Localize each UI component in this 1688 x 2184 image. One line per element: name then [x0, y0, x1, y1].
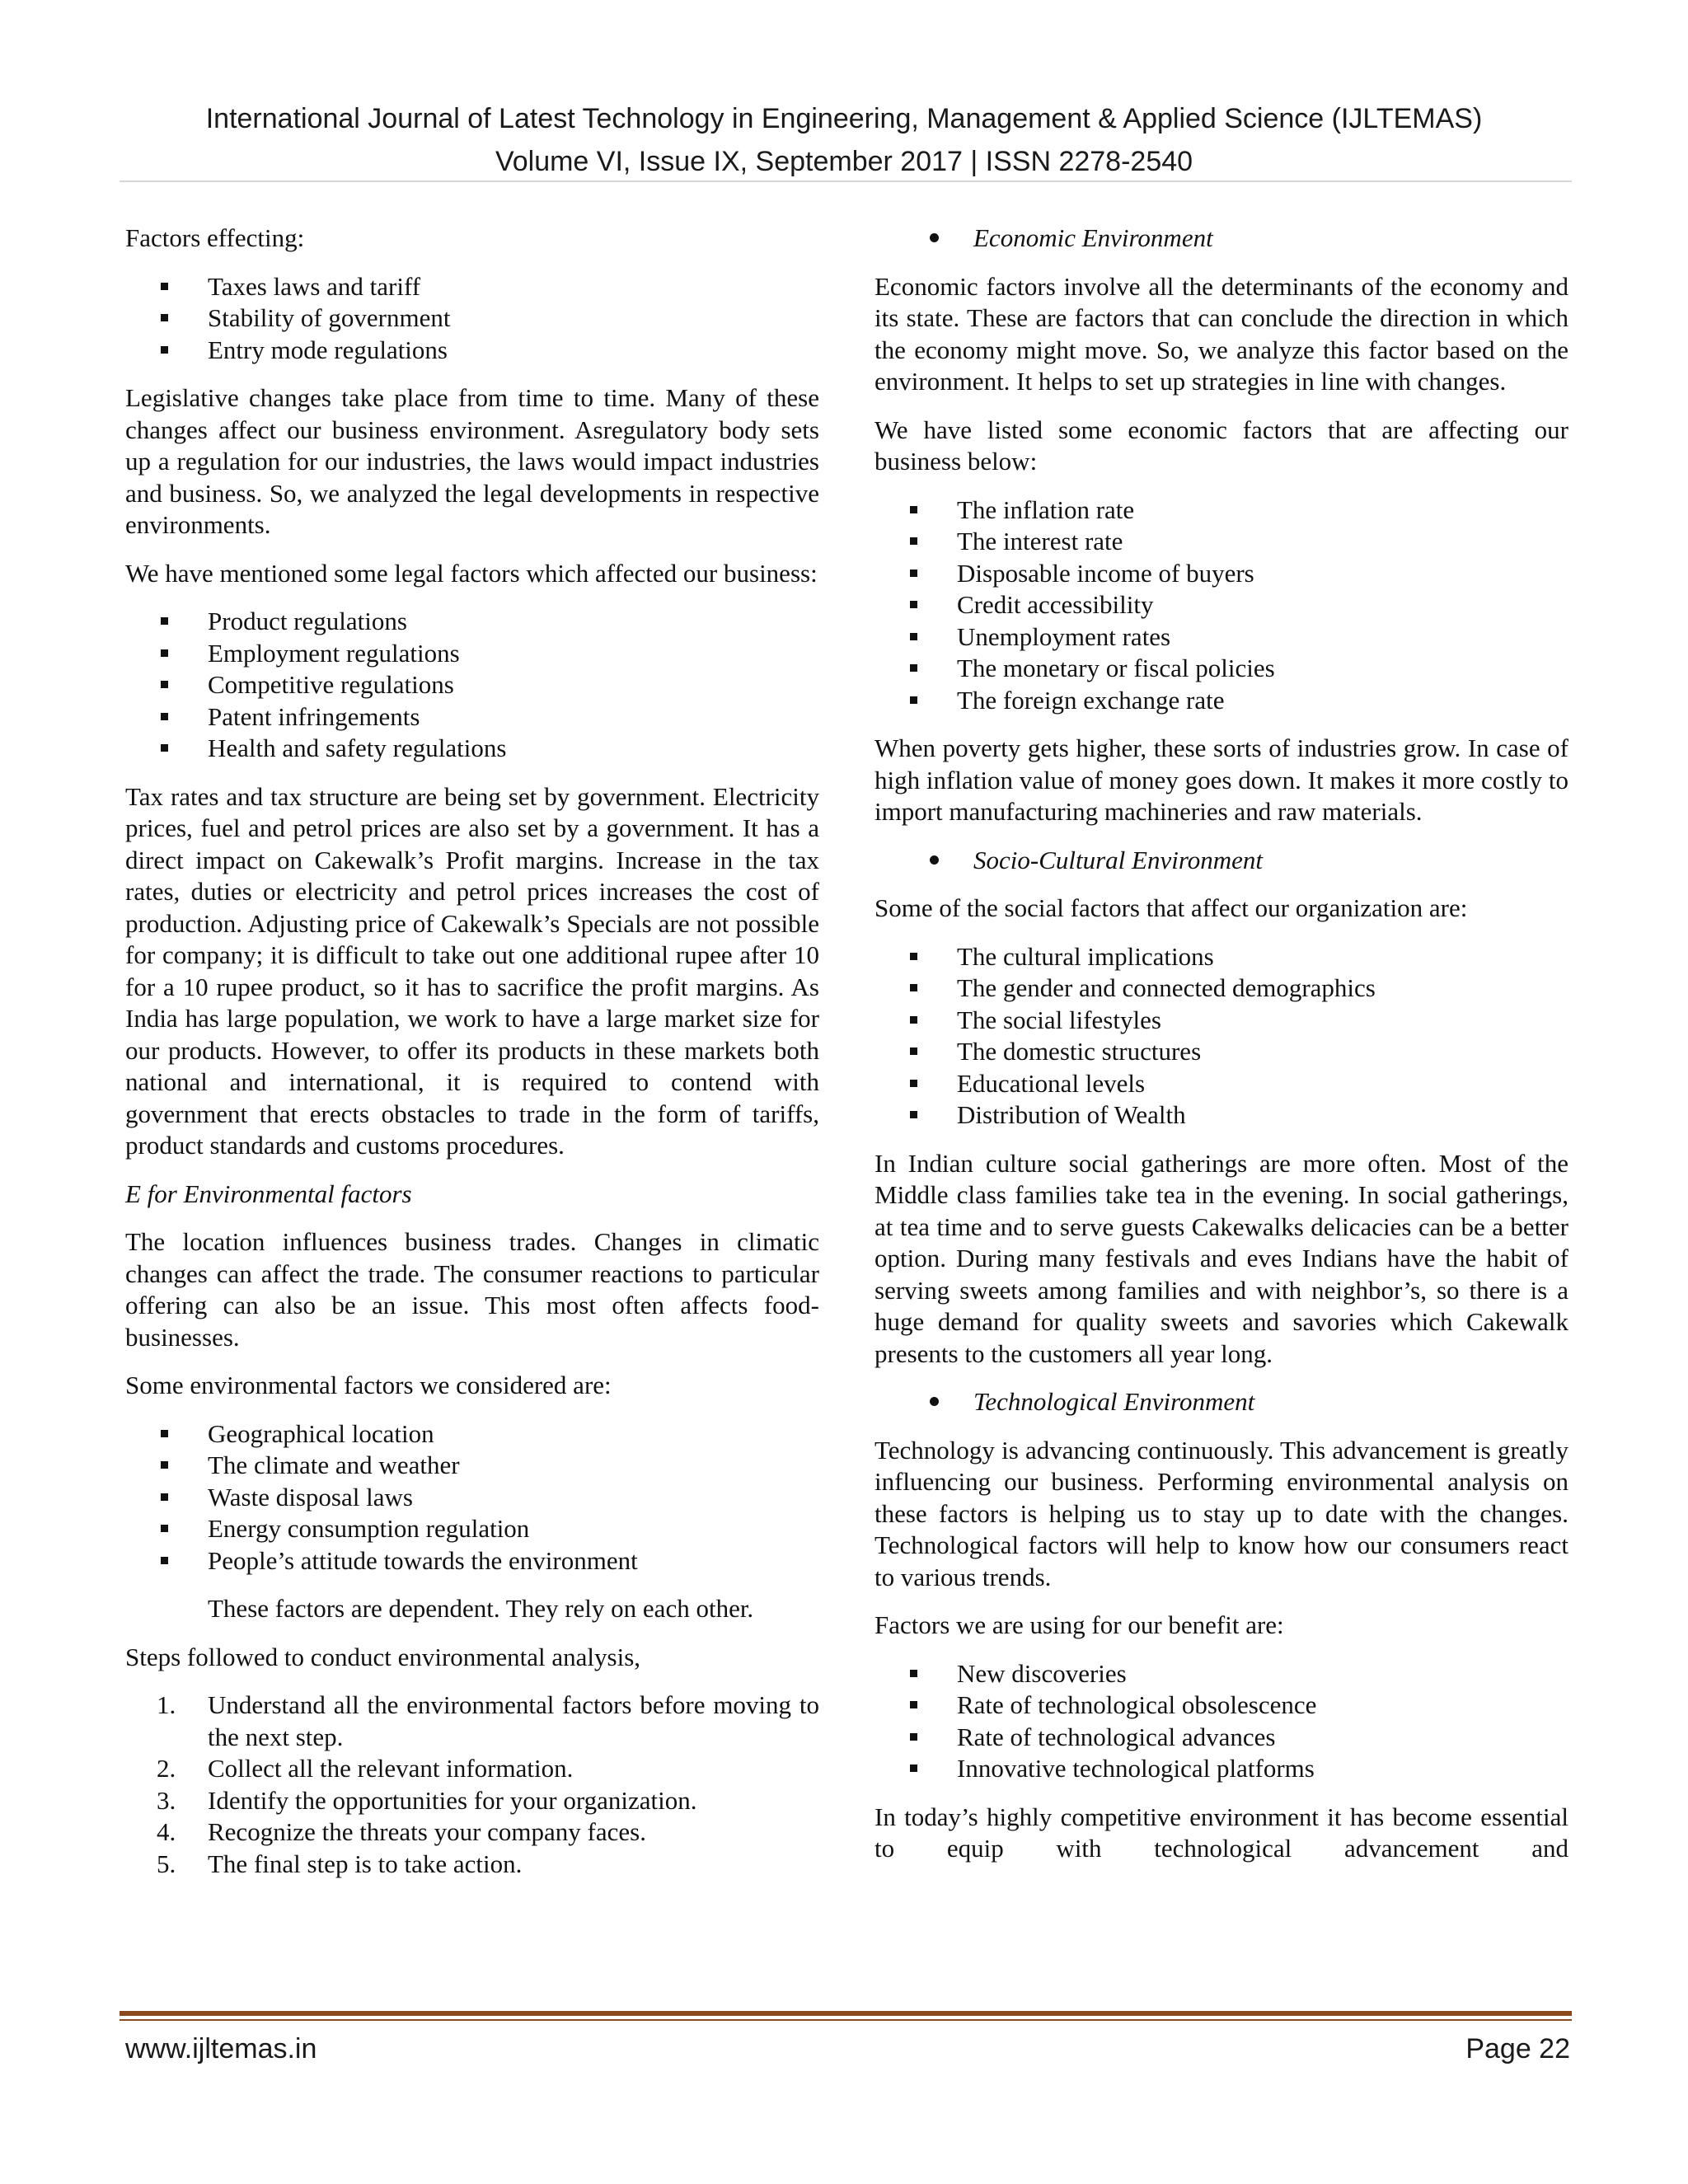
footer-website: www.ijltemas.in: [125, 2033, 317, 2064]
legal-factors-list: [125, 606, 819, 765]
right-column: [874, 223, 1568, 1882]
step-number: 5.: [157, 1849, 176, 1878]
step-number: 3.: [157, 1785, 176, 1815]
steps-list: [125, 1690, 819, 1880]
list-item: [125, 1785, 819, 1817]
list-item: Rate of technological obsolescence: [874, 1690, 1568, 1722]
dependent-note: These factors are dependent. They rely on each other.: [208, 1594, 754, 1623]
step-text: Recognize the threats your company faces.: [208, 1817, 646, 1846]
header-divider: [120, 180, 1572, 182]
list-item: Entry mode regulations: [125, 335, 819, 367]
technology-intro: Factors we are using for our benefit are:: [874, 1610, 1284, 1639]
culture-paragraph: In Indian culture social gatherings are more often. Most of the Middle class families take tea in the evening. In social gatherings, at tea time and to serve guests Cakewalks delicacies can be a better option. During many festivals and eves Indians have the habit of serving sweets among families and with neighbor’s, so there is a huge demand for quality sweets and savories which Cakewalk presents to the customers all year long.: [874, 1148, 1568, 1368]
socio-cultural-heading: Socio-Cultural Environment: [874, 845, 1568, 877]
list-item: Credit accessibility: [874, 589, 1568, 621]
economic-heading: Economic Environment: [874, 223, 1568, 255]
list-item: Health and safety regulations: [125, 733, 819, 765]
technology-paragraph: Technology is advancing continuously. This advancement is greatly influencing our business. Performing environmental analysis on these factors is helping us to stay up to date with the changes. Technological factors will help to know how our consumers react to various trends.: [874, 1435, 1568, 1591]
list-item: The inflation rate: [874, 494, 1568, 527]
list-item: [125, 1753, 819, 1785]
footer-divider-thick: [120, 2011, 1572, 2016]
list-item: Geographical location: [125, 1418, 819, 1451]
list-item: Distribution of Wealth: [874, 1099, 1568, 1132]
list-item: The domestic structures: [874, 1036, 1568, 1068]
technology-factors-list: [874, 1658, 1568, 1785]
list-item: Innovative technological platforms: [874, 1753, 1568, 1785]
factors-intro: Factors effecting:: [125, 223, 305, 252]
list-item: New discoveries: [874, 1658, 1568, 1690]
economic-intro: We have listed some economic factors that are affecting our business below:: [874, 415, 1568, 476]
legislative-paragraph: Legislative changes take place from time to time. Many of these changes affect our business environment. Asregulatory body sets up a regulation for our industries, the laws would impact industries and business. So, we analyzed the legal developments in respective environments.: [125, 383, 819, 539]
list-item: [125, 1816, 819, 1849]
journal-title: International Journal of Latest Technology in Engineering, Management & Applied Science (IJLTEMAS): [205, 103, 1483, 134]
poverty-paragraph: When poverty gets higher, these sorts of industries grow. In case of high inflation value of money goes down. It makes it more costly to import manufacturing machineries and raw materials.: [874, 733, 1568, 826]
list-item: The cultural implications: [874, 941, 1568, 973]
list-item: Product regulations: [125, 606, 819, 638]
footer-divider-thin: [120, 2019, 1572, 2021]
issue-line: Volume VI, Issue IX, September 2017 | ISSN 2278-2540: [495, 146, 1193, 177]
left-column: [125, 223, 819, 1896]
step-text: Identify the opportunities for your organization.: [208, 1785, 697, 1815]
list-item: Energy consumption regulation: [125, 1513, 819, 1545]
list-item: Employment regulations: [125, 638, 819, 670]
list-item: Unemployment rates: [874, 621, 1568, 654]
list-item: Competitive regulations: [125, 669, 819, 701]
list-item: Taxes laws and tariff: [125, 271, 819, 303]
tax-paragraph: Tax rates and tax structure are being set by government. Electricity prices, fuel and petrol prices are also set by a government. It has a direct impact on Cakewalk’s Profit margins. Increase in the tax rates, duties or electricity and petrol prices increases the cost of production. Adjusting price of Cakewalk’s Specials are not possible for company; it is difficult to take out one additional rupee after 10 for a 10 rupee product, so it has to sacrifice the profit margins. As India has large population, we work to have a large market size for our products. However, to offer its products in these markets both national and international, it is required to contend with government that erects obstacles to trade in the form of tariffs, product standards and customs procedures.: [125, 781, 819, 1160]
list-item: The social lifestyles: [874, 1005, 1568, 1037]
steps-intro: Steps followed to conduct environmental analysis,: [125, 1642, 641, 1671]
list-item: Stability of government: [125, 302, 819, 335]
list-item: [125, 1690, 819, 1753]
social-intro: Some of the social factors that affect our organization are:: [874, 893, 1468, 922]
environmental-heading: E for Environmental factors: [125, 1179, 412, 1208]
step-number: 4.: [157, 1817, 176, 1846]
step-text: Collect all the relevant information.: [208, 1754, 574, 1783]
environmental-factors-list: [125, 1418, 819, 1577]
list-item: People’s attitude towards the environment: [125, 1545, 819, 1577]
economic-paragraph: Economic factors involve all the determinants of the economy and its state. These are factors that can conclude the direction in which the economy might move. So, we analyze this factor based on the environment. It helps to set up strategies in line with changes.: [874, 271, 1568, 396]
environmental-intro: Some environmental factors we considered are:: [125, 1371, 612, 1399]
list-item: Patent infringements: [125, 701, 819, 733]
list-item: The foreign exchange rate: [874, 685, 1568, 717]
list-item: Educational levels: [874, 1068, 1568, 1100]
list-item: Waste disposal laws: [125, 1482, 819, 1514]
list-item: [125, 1849, 819, 1881]
journal-header: [0, 97, 1688, 183]
list-item: The gender and connected demographics: [874, 972, 1568, 1005]
step-number: 2.: [157, 1754, 176, 1783]
list-item: The interest rate: [874, 526, 1568, 558]
list-item: The monetary or fiscal policies: [874, 653, 1568, 685]
social-factors-list: [874, 941, 1568, 1132]
footer-page-number: Page 22: [1465, 2033, 1570, 2064]
location-paragraph: The location influences business trades. Changes in climatic changes can affect the trade. The consumer reactions to particular offering can also be an issue. This most often affects food-businesses.: [125, 1227, 819, 1352]
factors-list: [125, 271, 819, 367]
list-item: Disposable income of buyers: [874, 558, 1568, 590]
technological-heading: Technological Environment: [874, 1386, 1568, 1418]
closing-paragraph: In today’s highly competitive environment it has become essential to equip with technological advancement and: [874, 1802, 1568, 1863]
step-text: The final step is to take action.: [208, 1849, 523, 1878]
step-text: Understand all the environmental factors before moving to the next step.: [208, 1690, 819, 1751]
legal-intro: We have mentioned some legal factors which affected our business:: [125, 558, 818, 588]
step-number: 1.: [157, 1690, 176, 1719]
list-item: Rate of technological advances: [874, 1722, 1568, 1754]
economic-factors-list: [874, 494, 1568, 717]
list-item: The climate and weather: [125, 1450, 819, 1482]
